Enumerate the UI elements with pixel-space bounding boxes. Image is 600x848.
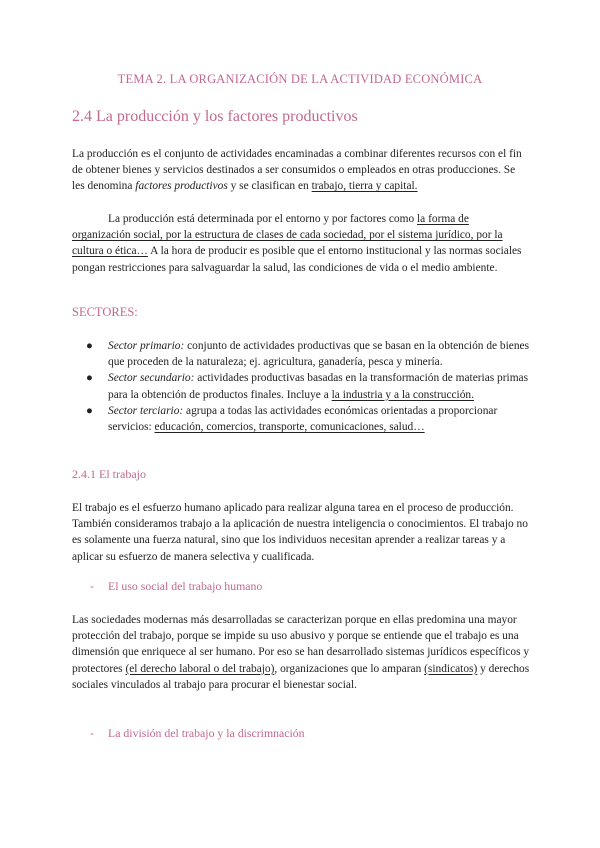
paragraph-modern-societies [72,612,530,693]
dash-heading-division [72,726,305,741]
sector-underlined: la industria y a la construcción. [331,388,474,401]
paragraph-work: El trabajo es el esfuerzo humano aplicado para realizar alguna tarea en el proceso de producción. También consideramos trabajo a la aplicación de nuestra inteligencia o conocimientos. El trabajo no es solamente una fuerza natural, sino que los individuos necesitan aprender a realizar tareas y a aplicar su esfuerzo de manera selectiva y cualificada. [72,502,528,563]
p1-emphasis: factores productivos [135,180,228,193]
sector-text: conjunto de actividades productivas que se basan en la obtención de bienes que proceden de la naturaleza; ej. agricultura, ganadería, pesca y minería. [108,340,530,369]
sector-text: agrupa a todas las actividades económicas orientadas a proporcionar servicios: [108,404,498,434]
sector-name: Sector terciario: [108,404,184,417]
dash-icon: - [90,726,94,740]
p2-underlined: la forma de organización social, por la estructura de clases de cada sociedad, por el sistema jurídico, por la cultura o ética… [72,213,503,258]
list-item [72,370,530,402]
dash-heading-text: La división del trabajo y la discrimnación [108,726,305,740]
dash-icon: - [90,579,94,593]
paragraph-determinants [72,211,530,276]
subsection-heading: 2.4.1 El trabajo [72,467,146,481]
dash-heading-social-use [72,579,262,594]
p4-text-a: Las sociedades modernas más desarrolladas se caracterizan porque en ellas predomina una mayor protección del trabajo, porque se impide su uso abusivo y porque se entiende que el trabajo es una dimensión que enriquece al ser humano. Por eso se han desarrollado sistemas jurídicos específicos y protectores [72,614,530,675]
bullet-icon: ● [86,340,93,352]
sector-text: actividades productivas basadas en la transformación de materias primas para la obtención de productos finales. Incluye a [108,372,529,401]
p4-underlined-unions: (sindicatos) [424,662,478,675]
sectores-heading: SECTORES: [72,305,138,319]
p1-underlined: trabajo, tierra y capital. [311,180,418,193]
p1-text-a: La producción es el conjunto de actividades encaminadas a combinar diferentes recursos con el fin de obtener bienes y servicios destinados a ser consumidos o empleados en otras producciones. Se les denomina [72,148,522,193]
section-heading: 2.4 La producción y los factores productivos [72,108,358,125]
p2-text-a: La producción está determinada por el entorno y por factores como [108,213,418,225]
sector-underlined: educación, comercios, transporte, comunicaciones, salud… [154,421,425,434]
dash-heading-text: El uso social del trabajo humano [108,579,263,593]
p4-text-c: y derechos sociales vinculados al trabajo para procurar el bienestar social. [72,662,530,691]
sector-name: Sector secundario: [108,372,195,385]
p1-text-b: y se clasifican en [227,180,312,193]
p4-underlined-law: (el derecho laboral o del trabajo) [125,662,275,675]
list-item [72,338,530,370]
list-item [72,403,530,435]
paragraph-production [72,146,530,195]
bullet-icon: ● [86,404,93,417]
p4-text-b: , organizaciones que lo amparan [274,662,425,675]
sectors-list [72,338,530,435]
document-title: TEMA 2. LA ORGANIZACIÓN DE LA ACTIVIDAD ECONÓMICA [117,72,483,86]
sector-name: Sector primario: [108,340,185,352]
p2-text-b: A la hora de producir es posible que el entorno institucional y las normas sociales pongan restricciones para salvaguardar la salud, las condiciones de vida o el medio ambiente. [72,245,522,274]
bullet-icon: ● [86,372,93,385]
